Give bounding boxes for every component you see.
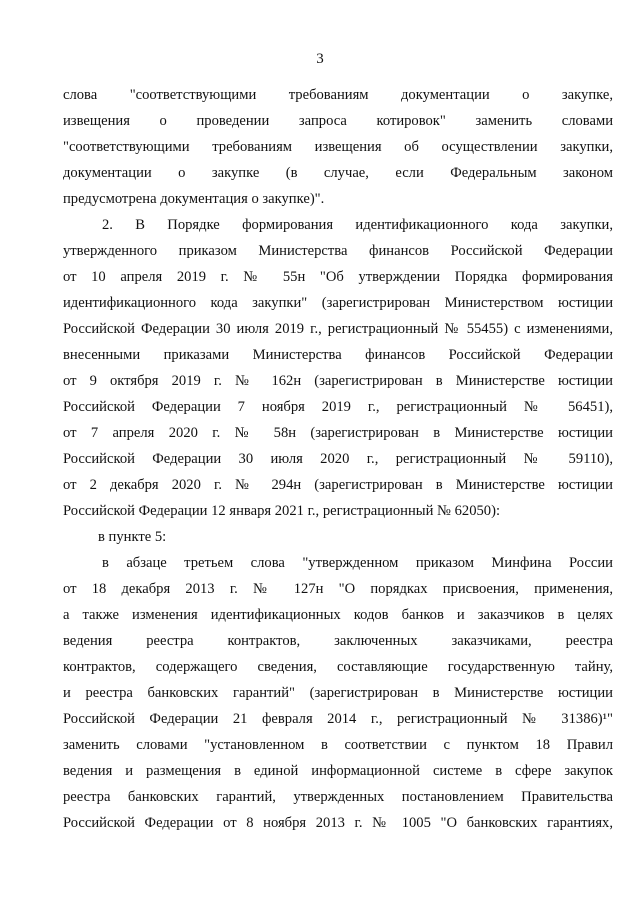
text-line: реестра банковских гарантий, утвержденных постановлением Правительства <box>63 789 613 805</box>
text-line: ведения и размещения в единой информационной системе в сфере закупок <box>63 763 613 779</box>
text-line: Российской Федерации 30 июля 2020 г., регистрационный № 59110), <box>63 451 613 467</box>
text-line: Российской Федерации от 8 ноября 2013 г. № 1005 "О банковских гарантиях, <box>63 815 613 831</box>
text-line: Российской Федерации 21 февраля 2014 г., регистрационный № 31386)¹" <box>63 711 613 727</box>
paragraph-first-line: 2. В Порядке формирования идентификационного кода закупки, <box>102 217 613 233</box>
text-line: контрактов, содержащего сведения, составляющие государственную тайну, <box>63 659 613 675</box>
text-line: и реестра банковских гарантий" (зарегистрирован в Министерстве юстиции <box>63 685 613 701</box>
text-line: слова "соответствующими требованиям документации о закупке, <box>63 87 613 103</box>
text-line: предусмотрена документация о закупке)". <box>63 191 325 207</box>
text-line: от 7 апреля 2020 г. № 58н (зарегистрирован в Министерстве юстиции <box>63 425 613 441</box>
text-line: "соответствующими требованиям извещения об осуществлении закупки, <box>63 139 613 155</box>
text-line: от 18 декабря 2013 г. № 127н "О порядках присвоения, применения, <box>63 581 613 597</box>
text-line: заменить словами "установленном в соответствии с пунктом 18 Правил <box>63 737 613 753</box>
text-line: а также изменения идентификационных кодов банков и заказчиков в целях <box>63 607 613 623</box>
text-line: Российской Федерации 12 января 2021 г., регистрационный № 62050): <box>63 503 501 519</box>
page-number: 3 <box>316 51 324 67</box>
text-line: ведения реестра контрактов, заключенных заказчиками, реестра <box>63 633 613 649</box>
text-line: внесенными приказами Министерства финансов Российской Федерации <box>63 347 613 363</box>
text-line: Российской Федерации 30 июля 2019 г., регистрационный № 55455) с изменениями, <box>63 321 613 337</box>
text-line: извещения о проведении запроса котировок" заменить словами <box>63 113 613 129</box>
text-line: документации о закупке (в случае, если Федеральным законом <box>63 165 613 181</box>
text-line: от 10 апреля 2019 г. № 55н "Об утверждении Порядка формирования <box>63 269 613 285</box>
subheading-line: в пункте 5: <box>98 529 167 545</box>
text-line: утвержденного приказом Министерства финансов Российской Федерации <box>63 243 613 259</box>
paragraph-first-line: в абзаце третьем слова "утвержденном приказом Минфина России <box>102 555 613 571</box>
text-line: идентификационного кода закупки" (зарегистрирован Министерством юстиции <box>63 295 613 311</box>
text-line: от 9 октября 2019 г. № 162н (зарегистрирован в Министерстве юстиции <box>63 373 613 389</box>
text-line: Российской Федерации 7 ноября 2019 г., регистрационный № 56451), <box>63 399 613 415</box>
text-line: от 2 декабря 2020 г. № 294н (зарегистрирован в Министерстве юстиции <box>63 477 613 493</box>
